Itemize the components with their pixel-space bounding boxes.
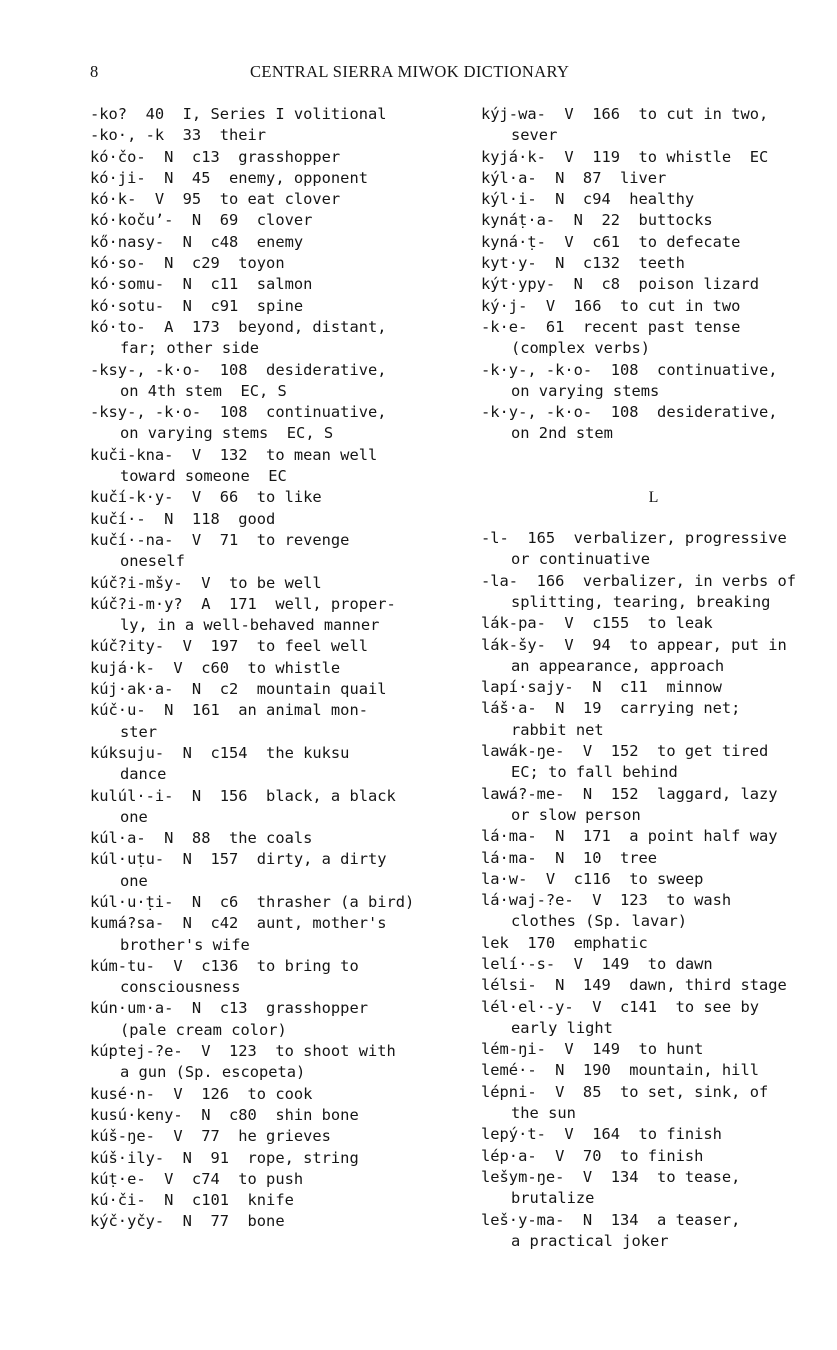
entry-headline: -ko·, -k 33 their xyxy=(90,126,267,145)
dictionary-entry xyxy=(481,869,826,890)
entry-headline: ký·j- V 166 to cut in two xyxy=(481,296,741,315)
entry-headline: -ko? 40 I, Series I volitional xyxy=(90,105,387,123)
dictionary-entry xyxy=(90,743,455,786)
dictionary-entry xyxy=(90,658,455,679)
entry-headline: kuči-kna- V 132 to mean well xyxy=(90,445,378,464)
entry-headline: kó·to- A 173 beyond, distant, xyxy=(90,317,387,336)
entry-headline: kumá?sa- N c42 aunt, mother's xyxy=(90,914,387,933)
entry-continuation: (complex verbs) xyxy=(511,339,650,358)
entry-headline: kó·k- V 95 to eat clover xyxy=(90,190,341,209)
dictionary-entry xyxy=(481,232,826,253)
entry-headline: kó·so- N c29 toyon xyxy=(90,254,285,273)
dictionary-entry xyxy=(90,1084,455,1105)
entry-continuation: a practical joker xyxy=(511,1231,669,1250)
entry-continuation: oneself xyxy=(120,552,185,571)
dictionary-entry xyxy=(90,445,455,488)
dictionary-entry xyxy=(90,594,455,637)
dictionary-entry xyxy=(90,786,455,829)
entry-continuation: on 2nd stem xyxy=(511,424,613,443)
entry-headline: -la- 166 verbalizer, in verbs of xyxy=(481,571,797,590)
entry-continuation: one xyxy=(120,807,148,826)
dictionary-entry xyxy=(90,168,455,189)
dictionary-entry xyxy=(481,954,826,975)
entry-headline: kúm-tu- V c136 to bring to xyxy=(90,956,359,975)
entry-headline: leš·y-ma- N 134 a teaser, xyxy=(481,1210,741,1229)
entry-headline: -k·y-, -k·o- 108 desiderative, xyxy=(481,403,778,422)
entry-headline: láš·a- N 19 carrying net; xyxy=(481,699,741,718)
entry-headline: kúč·u- N 161 an animal mon- xyxy=(90,701,368,720)
dictionary-entry xyxy=(481,1082,826,1125)
entry-headline: -ksy-, -k·o- 108 continuative, xyxy=(90,403,387,422)
dictionary-entry xyxy=(90,1041,455,1084)
entry-headline: lešym-ŋe- V 134 to tease, xyxy=(481,1167,741,1186)
entry-headline: kýj-wa- V 166 to cut in two, xyxy=(481,105,769,123)
entry-headline: kúptej-?e- V 123 to shoot with xyxy=(90,1042,396,1061)
entry-headline: lá·ma- N 10 tree xyxy=(481,848,658,867)
entry-continuation: ly, in a well-behaved manner xyxy=(120,616,380,635)
entry-headline: lák-šy- V 94 to appear, put in xyxy=(481,635,787,654)
entry-headline: kyt·y- N c132 teeth xyxy=(481,254,685,273)
dictionary-entry xyxy=(90,274,455,295)
dictionary-entry xyxy=(481,274,826,295)
page-number: 8 xyxy=(90,62,99,81)
entry-headline: -l- 165 verbalizer, progressive xyxy=(481,529,787,548)
entry-headline: kúj·ak·a- N c2 mountain quail xyxy=(90,680,387,699)
dictionary-entry xyxy=(90,913,455,956)
dictionary-entry xyxy=(481,677,826,698)
dictionary-entry xyxy=(481,1146,826,1167)
entry-continuation: or continuative xyxy=(511,550,650,569)
left-column xyxy=(90,104,455,1233)
entry-continuation: splitting, tearing, breaking xyxy=(511,592,771,611)
dictionary-entry xyxy=(90,509,455,530)
dictionary-entry xyxy=(90,360,455,403)
entry-headline: kýč·yčy- N 77 bone xyxy=(90,1212,285,1231)
entry-headline: kujá·k- V c60 to whistle xyxy=(90,658,341,677)
entry-headline: kyjá·k- V 119 to whistle EC xyxy=(481,147,769,166)
dictionary-entry xyxy=(90,892,455,913)
entry-headline: lép·a- V 70 to finish xyxy=(481,1146,704,1165)
dictionary-entry xyxy=(481,168,826,189)
entry-continuation: sever xyxy=(511,126,558,145)
entry-headline: kučí·-na- V 71 to revenge xyxy=(90,530,350,549)
dictionary-entry xyxy=(90,487,455,508)
dictionary-entry xyxy=(90,1169,455,1190)
entry-headline: kó·čo- N c13 grasshopper xyxy=(90,147,341,166)
dictionary-entry xyxy=(90,679,455,700)
entry-continuation: one xyxy=(120,871,148,890)
entry-continuation: clothes (Sp. lavar) xyxy=(511,912,688,931)
entry-continuation: rabbit net xyxy=(511,720,604,739)
entry-headline: lém-ŋi- V 149 to hunt xyxy=(481,1040,704,1059)
dictionary-entry xyxy=(481,997,826,1040)
dictionary-entry xyxy=(481,1167,826,1210)
dictionary-entry xyxy=(481,296,826,317)
entry-continuation: brutalize xyxy=(511,1189,595,1208)
entry-continuation: dance xyxy=(120,765,167,784)
entry-continuation: on 4th stem EC, S xyxy=(120,381,287,400)
entry-headline: lépni- V 85 to set, sink, of xyxy=(481,1082,769,1101)
entry-headline: la·w- V c116 to sweep xyxy=(481,869,704,888)
entry-headline: lepý·t- V 164 to finish xyxy=(481,1125,722,1144)
dictionary-entry xyxy=(90,828,455,849)
dictionary-entry xyxy=(481,1039,826,1060)
dictionary-entry xyxy=(481,826,826,847)
entry-headline: kynáṭ·a- N 22 buttocks xyxy=(481,211,713,230)
entry-headline: lél·el·-y- V c141 to see by xyxy=(481,997,759,1016)
dictionary-entry xyxy=(481,189,826,210)
entry-headline: lemé·- N 190 mountain, hill xyxy=(481,1061,759,1080)
dictionary-entry xyxy=(481,741,826,784)
dictionary-entry xyxy=(481,402,826,445)
dictionary-entry xyxy=(481,147,826,168)
dictionary-entry xyxy=(481,210,826,231)
entry-headline: kusé·n- V 126 to cook xyxy=(90,1084,313,1103)
entry-headline: kýl·a- N 87 liver xyxy=(481,168,667,187)
entry-headline: lelí·-s- V 149 to dawn xyxy=(481,954,713,973)
entry-headline: kúksuju- N c154 the kuksu xyxy=(90,743,350,762)
page-header xyxy=(90,62,650,82)
dictionary-entry xyxy=(90,1126,455,1147)
entry-continuation: on varying stems EC, S xyxy=(120,424,334,443)
dictionary-entry xyxy=(90,296,455,317)
dictionary-entry xyxy=(481,360,826,403)
right-column-l-entries xyxy=(481,528,826,1252)
entry-headline: kún·um·a- N c13 grasshopper xyxy=(90,999,368,1018)
right-column-k-entries xyxy=(481,104,826,445)
dictionary-entry xyxy=(90,253,455,274)
entry-headline: kučí-k·y- V 66 to like xyxy=(90,488,322,507)
dictionary-entry xyxy=(90,998,455,1041)
right-column xyxy=(481,104,826,1252)
entry-headline: kú·či- N c101 knife xyxy=(90,1191,294,1210)
dictionary-entry xyxy=(481,848,826,869)
entry-headline: lá·ma- N 171 a point half way xyxy=(481,827,778,846)
entry-headline: kó·somu- N c11 salmon xyxy=(90,275,313,294)
entry-headline: lá·waj-?e- V 123 to wash xyxy=(481,891,732,910)
entry-headline: lawák-ŋe- V 152 to get tired xyxy=(481,742,769,761)
entry-headline: kúč?i-mšy- V to be well xyxy=(90,573,322,592)
entry-headline: kusú·keny- N c80 shin bone xyxy=(90,1105,359,1124)
entry-headline: kúš-ŋe- V 77 he grieves xyxy=(90,1127,331,1146)
entry-continuation: toward someone EC xyxy=(120,467,287,486)
entry-continuation: ster xyxy=(120,722,158,741)
entry-continuation: early light xyxy=(511,1018,613,1037)
dictionary-entry xyxy=(481,1210,826,1253)
entry-continuation: far; other side xyxy=(120,339,259,358)
dictionary-entry xyxy=(481,784,826,827)
dictionary-entry xyxy=(90,700,455,743)
entry-continuation: brother's wife xyxy=(120,935,250,954)
entry-headline: -k·y-, -k·o- 108 continuative, xyxy=(481,360,778,379)
entry-continuation: or slow person xyxy=(511,805,641,824)
entry-headline: kó·kočuʼ- N 69 clover xyxy=(90,211,313,230)
entry-headline: lák-pa- V c155 to leak xyxy=(481,614,713,633)
entry-headline: kúl·uṭu- N 157 dirty, a dirty xyxy=(90,850,387,869)
dictionary-entry xyxy=(481,571,826,614)
entry-headline: kó·sotu- N c91 spine xyxy=(90,296,304,315)
dictionary-entry xyxy=(90,1190,455,1211)
page-title: CENTRAL SIERRA MIWOK DICTIONARY xyxy=(250,62,570,81)
dictionary-entry xyxy=(481,104,826,147)
entry-headline: kulúl·-i- N 156 black, a black xyxy=(90,786,396,805)
entry-headline: kúš·ily- N 91 rope, string xyxy=(90,1148,359,1167)
dictionary-entry xyxy=(90,232,455,253)
dictionary-entry xyxy=(481,613,826,634)
entry-continuation: a gun (Sp. escopeta) xyxy=(120,1063,306,1082)
dictionary-entry xyxy=(90,1105,455,1126)
dictionary-entry xyxy=(90,210,455,231)
dictionary-entry xyxy=(481,933,826,954)
dictionary-entry xyxy=(90,636,455,657)
entry-headline: kyná·ṭ- V c61 to defecate xyxy=(481,232,741,251)
entry-headline: kýt·ypy- N c8 poison lizard xyxy=(481,275,759,294)
entry-headline: lek 170 emphatic xyxy=(481,933,648,952)
entry-headline: kýl·i- N c94 healthy xyxy=(481,190,695,209)
dictionary-entry xyxy=(481,890,826,933)
entry-headline: lapí·sajy- N c11 minnow xyxy=(481,678,722,697)
dictionary-entry xyxy=(481,1060,826,1081)
entry-continuation: an appearance, approach xyxy=(511,656,725,675)
entry-continuation: the sun xyxy=(511,1104,576,1123)
entry-headline: kúṭ·e- V c74 to push xyxy=(90,1169,304,1188)
dictionary-entry xyxy=(90,189,455,210)
entry-headline: lawá?-me- N 152 laggard, lazy xyxy=(481,784,778,803)
entry-headline: -ksy-, -k·o- 108 desiderative, xyxy=(90,360,387,379)
dictionary-entry xyxy=(90,104,455,125)
dictionary-entry xyxy=(90,956,455,999)
dictionary-entry xyxy=(90,1148,455,1169)
dictionary-entry xyxy=(90,125,455,146)
dictionary-entry xyxy=(90,530,455,573)
dictionary-entry xyxy=(481,253,826,274)
entry-headline: kúl·a- N 88 the coals xyxy=(90,829,313,848)
dictionary-entry xyxy=(481,1124,826,1145)
dictionary-entry xyxy=(481,317,826,360)
entry-headline: kő·nasy- N c48 enemy xyxy=(90,232,304,251)
dictionary-entry xyxy=(90,1211,455,1232)
entry-continuation: consciousness xyxy=(120,978,241,997)
entry-continuation: on varying stems xyxy=(511,381,660,400)
entry-continuation: (pale cream color) xyxy=(120,1020,287,1039)
entry-continuation: EC; to fall behind xyxy=(511,763,678,782)
entry-headline: kó·ji- N 45 enemy, opponent xyxy=(90,168,368,187)
dictionary-entry xyxy=(90,317,455,360)
section-letter-heading: L xyxy=(648,488,659,506)
dictionary-entry xyxy=(481,975,826,996)
entry-headline: kučí·- N 118 good xyxy=(90,509,276,528)
dictionary-entry xyxy=(481,528,826,571)
dictionary-entry xyxy=(481,635,826,678)
dictionary-entry xyxy=(90,402,455,445)
dictionary-entry xyxy=(90,147,455,168)
dictionary-entry xyxy=(90,849,455,892)
entry-headline: kúč?ity- V 197 to feel well xyxy=(90,637,368,656)
dictionary-entry xyxy=(90,573,455,594)
entry-headline: kúl·u·ṭi- N c6 thrasher (a bird) xyxy=(90,892,415,911)
entry-headline: kúč?i-m·y? A 171 well, proper- xyxy=(90,594,396,613)
entry-headline: lélsi- N 149 dawn, third stage xyxy=(481,976,787,995)
dictionary-entry xyxy=(481,698,826,741)
entry-headline: -k·e- 61 recent past tense xyxy=(481,317,741,336)
